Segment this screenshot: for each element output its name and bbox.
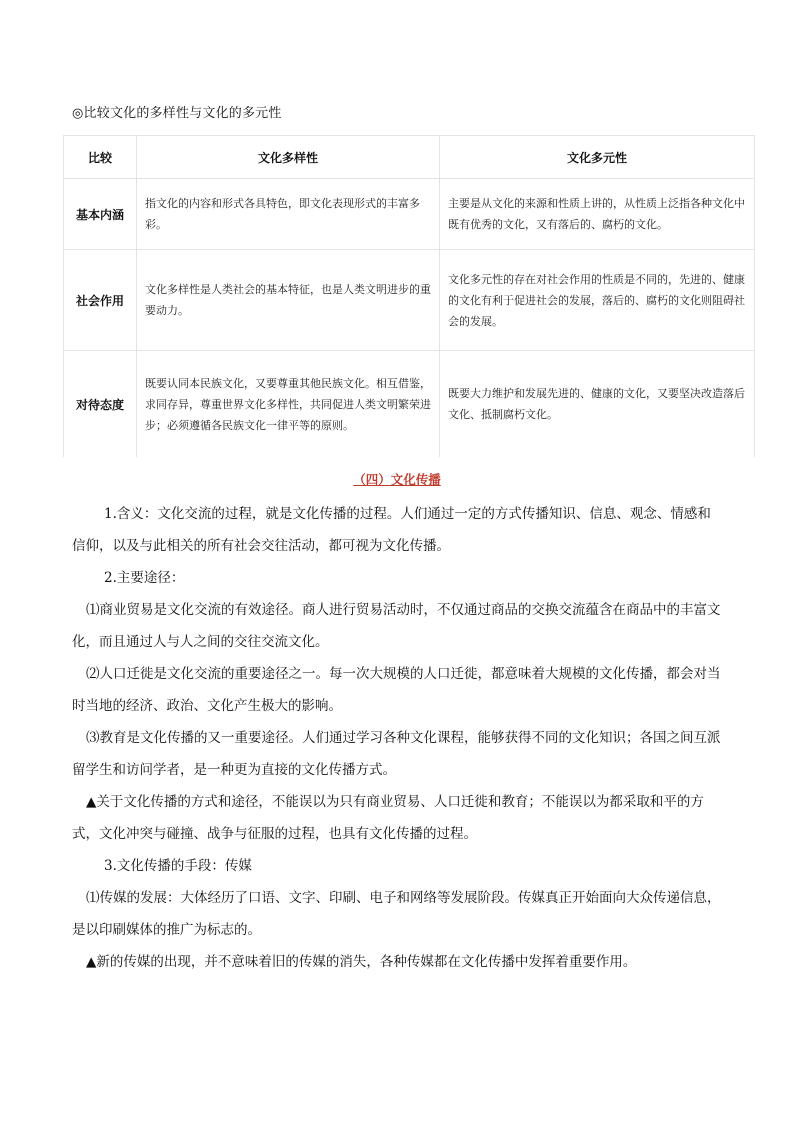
body-text (72, 498, 722, 978)
comparison-table (63, 135, 755, 457)
section-title (0, 470, 794, 488)
table-row (64, 250, 755, 351)
table-header-diversity: 文化多样性 (137, 136, 440, 179)
table-row (64, 179, 755, 250)
diversity-cell: 文化多样性是人类社会的基本特征，也是人类文明进步的重要动力。 (137, 250, 440, 351)
paragraph-note-media: ▲新的传媒的出现，并不意味着旧的传媒的消失，各种传媒都在文化传播中发挥着重要作用。 (86, 954, 637, 970)
pluralism-cell: 既要大力维护和发展先进的、健康的文化，又要坚决改造落后文化、抵制腐朽文化。 (440, 351, 755, 458)
comparison-heading: ◎比较文化的多样性与文化的多元性 (72, 106, 282, 121)
paragraph-education: ⑶教育是文化传播的又一重要途径。人们通过学习各种文化课程，能够获得不同的文化知识；各国之间互派留学生和访问学者，是一种更为直接的文化传播方式。 (72, 730, 721, 778)
row-label: 基本内涵 (64, 179, 137, 250)
table-header-pluralism: 文化多元性 (440, 136, 755, 179)
pluralism-cell: 文化多元性的存在对社会作用的性质是不同的，先进的、健康的文化有利于促进社会的发展，落后的、腐朽的文化则阻碍社会的发展。 (440, 250, 755, 351)
table-header-compare: 比较 (64, 136, 137, 179)
paragraph-note-routes: ▲关于文化传播的方式和途径，不能误以为只有商业贸易、人口迁徙和教育；不能误以为都采取和平的方式，文化冲突与碰撞、战争与征服的过程，也具有文化传播的过程。 (72, 794, 704, 842)
row-label: 社会作用 (64, 250, 137, 351)
paragraph-media-development: ⑴传媒的发展：大体经历了口语、文字、印刷、电子和网络等发展阶段。传媒真正开始面向大众传递信息，是以印刷媒体的推广为标志的。 (72, 890, 721, 938)
diversity-cell: 指文化的内容和形式各具特色，即文化表现形式的丰富多彩。 (137, 179, 440, 250)
section-title-text: （四）文化传播 (353, 472, 441, 487)
paragraph-trade: ⑴商业贸易是文化交流的有效途径。商人进行贸易活动时，不仅通过商品的交换交流蕴含在商品中的丰富文化，而且通过人与人之间的交往交流文化。 (72, 602, 721, 650)
table-header-row (64, 136, 755, 179)
diversity-cell: 既要认同本民族文化，又要尊重其他民族文化。相互借鉴，求同存异，尊重世界文化多样性，共同促进人类文明繁荣进步；必须遵循各民族文化一律平等的原则。 (137, 351, 440, 458)
paragraph-subheading-media: 3.文化传播的手段：传媒 (104, 858, 252, 874)
paragraph-migration: ⑵人口迁徙是文化交流的重要途径之一。每一次大规模的人口迁徙，都意味着大规模的文化传播，都会对当时当地的经济、政治、文化产生极大的影响。 (72, 666, 721, 714)
paragraph-definition: 1.含义：文化交流的过程，就是文化传播的过程。人们通过一定的方式传播知识、信息、观念、情感和信仰，以及与此相关的所有社会交往活动，都可视为文化传播。 (72, 506, 711, 554)
pluralism-cell: 主要是从文化的来源和性质上讲的，从性质上泛指各种文化中既有优秀的文化，又有落后的、腐朽的文化。 (440, 179, 755, 250)
row-label: 对待态度 (64, 351, 137, 458)
table-row (64, 351, 755, 458)
paragraph-subheading-routes: 2.主要途径： (104, 570, 185, 586)
